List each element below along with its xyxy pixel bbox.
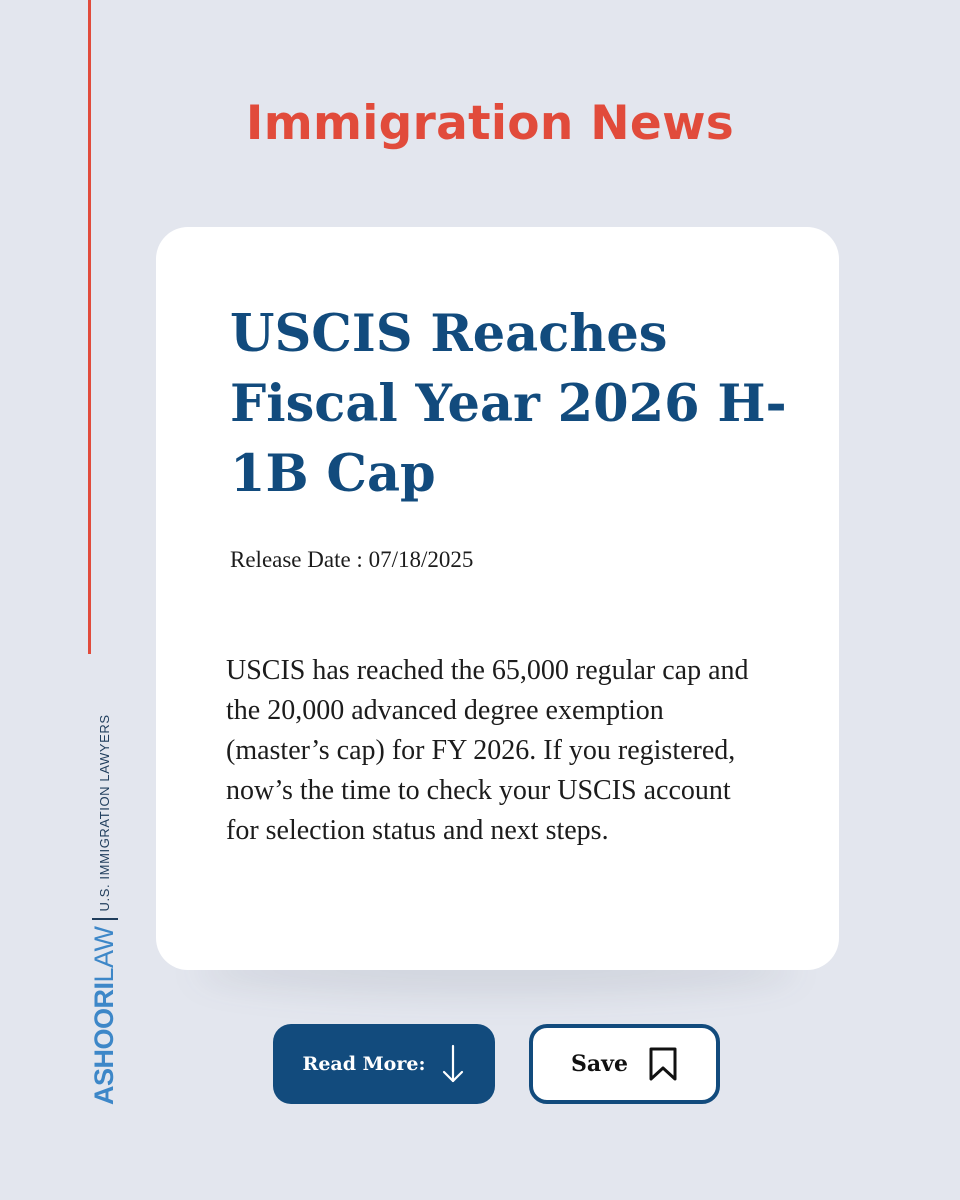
brand-tagline: U.S. IMMIGRATION LAWYERS [97, 714, 112, 912]
brand-divider [92, 918, 118, 920]
save-label: Save [571, 1051, 628, 1077]
release-date: Release Date : 07/18/2025 [230, 547, 474, 572]
brand-name: ASHOORILAW [89, 926, 119, 1105]
arrow-down-icon [441, 1044, 465, 1084]
news-card [156, 227, 839, 970]
page-title: Immigration News [245, 96, 735, 151]
article-title: USCIS Reaches Fiscal Year 2026 H-1B Cap [230, 304, 787, 504]
save-button[interactable] [529, 1024, 720, 1104]
brand-logo [91, 714, 118, 1105]
read-more-button[interactable] [273, 1024, 495, 1104]
bookmark-icon [648, 1047, 678, 1081]
read-more-label: Read More: [302, 1053, 426, 1075]
article-body: USCIS has reached the 65,000 regular cap and the 20,000 advanced degree exemption (master’s cap) for FY 2026. If you registered, now’s the time to check your USCIS account for selection status and next steps. [226, 655, 749, 846]
